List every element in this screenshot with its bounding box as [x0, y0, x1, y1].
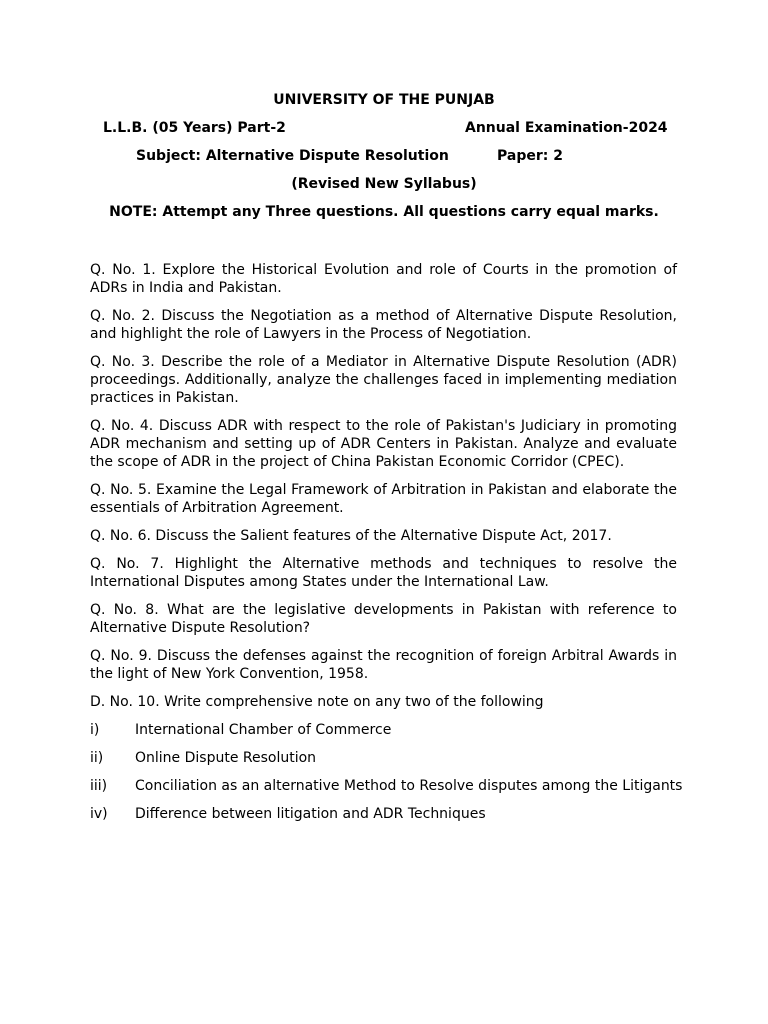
option-text: Difference between litigation and ADR Techniques — [135, 806, 486, 822]
question-8: Q. No. 8. What are the legislative developments in Pakistan with reference to Alternative Dispute Resolution? — [90, 602, 677, 636]
question-10-options — [90, 721, 683, 823]
paper-label: Paper: 2 — [497, 148, 563, 164]
question-2: Q. No. 2. Discuss the Negotiation as a method of Alternative Dispute Resolution, and highlight the role of Lawyers in the Process of Negotiation. — [90, 308, 677, 342]
question-1: Q. No. 1. Explore the Historical Evolution and role of Courts in the promotion of ADRs in India and Pakistan. — [90, 262, 677, 296]
program-label: L.L.B. (05 Years) Part-2 — [103, 120, 286, 136]
instructions-note: NOTE: Attempt any Three questions. All questions carry equal marks. — [109, 204, 659, 220]
option-item — [90, 749, 677, 767]
questions-section — [90, 261, 683, 833]
option-number: i) — [90, 722, 100, 738]
option-item — [90, 777, 683, 795]
question-6: Q. No. 6. Discuss the Salient features of the Alternative Dispute Act, 2017. — [90, 528, 612, 544]
question-4: Q. No. 4. Discuss ADR with respect to the role of Pakistan's Judiciary in promoting ADR mechanism and setting up of ADR Centers in Pakistan. Analyze and evaluate the scope of ADR in the project of China Pakistan Economic Corridor (CPEC). — [90, 418, 677, 470]
option-item — [90, 805, 677, 823]
question-3: Q. No. 3. Describe the role of a Mediator in Alternative Dispute Resolution (ADR) proceedings. Additionally, analyze the challenges faced in implementing mediation practices in Pakistan. — [90, 354, 677, 406]
exam-label: Annual Examination-2024 — [465, 120, 668, 136]
option-text: International Chamber of Commerce — [135, 722, 392, 738]
question-9: Q. No. 9. Discuss the defenses against the recognition of foreign Arbitral Awards in the light of New York Convention, 1958. — [90, 648, 677, 682]
option-item — [90, 721, 677, 739]
question-7: Q. No. 7. Highlight the Alternative methods and techniques to resolve the International Disputes among States under the International Law. — [90, 556, 677, 590]
option-text: Conciliation as an alternative Method to Resolve disputes among the Litigants — [135, 778, 683, 794]
question-5: Q. No. 5. Examine the Legal Framework of Arbitration in Pakistan and elaborate the essentials of Arbitration Agreement. — [90, 482, 677, 516]
option-text: Online Dispute Resolution — [135, 750, 317, 766]
syllabus-label: (Revised New Syllabus) — [291, 176, 477, 192]
option-number: ii) — [90, 750, 104, 766]
subject-label: Subject: Alternative Dispute Resolution — [136, 148, 449, 164]
university-title: UNIVERSITY OF THE PUNJAB — [273, 92, 495, 108]
question-10: D. No. 10. Write comprehensive note on any two of the following — [90, 694, 544, 710]
option-number: iv) — [90, 806, 108, 822]
option-number: iii) — [90, 778, 108, 794]
